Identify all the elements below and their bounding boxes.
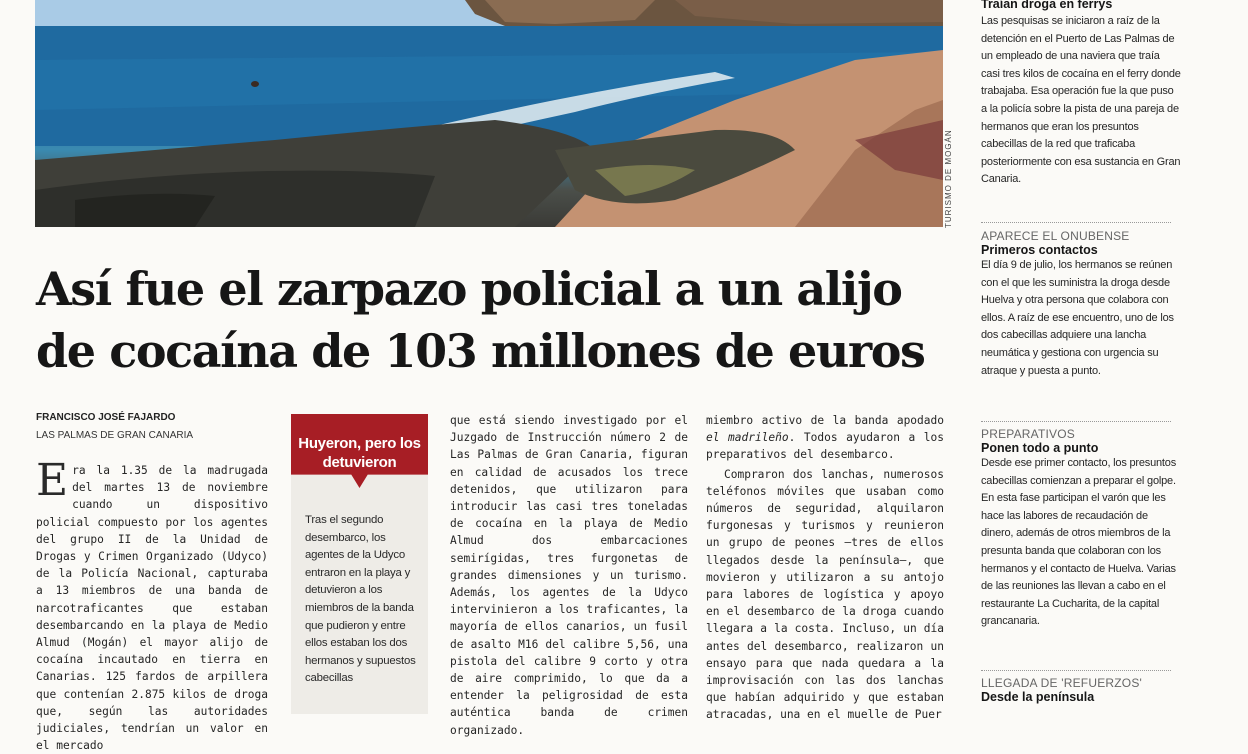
article-column-4 [706, 412, 944, 726]
byline-author: FRANCISCO JOSÉ FAJARDO [36, 412, 176, 423]
right-section-1-head: Traían droga en ferrys [981, 0, 1113, 11]
right-section-1-text: Las pesquisas se iniciaron a raíz de la detención en el Puerto de Las Palmas de un empleado de una naviera que traía casi tres kilos de cocaína en el ferry donde trabajaba. Esa operación fue la que puso a la policía sobre la pista de una pareja de hermanos que eran los presuntos cabecillas de la red que traficaba posteriormente con esa sustancia en Gran Canaria. [981, 15, 1181, 186]
headline-line-1: Así fue el zarpazo policial a un alijo [36, 262, 902, 316]
right-section-2-head: Primeros contactos [981, 243, 1098, 257]
right-section-2-text: El día 9 de julio, los hermanos se reúnen con el que les suministra la droga desde Huelva y otra persona que colabora con ellos. A raíz de ese encuentro, uno de los dos cabecillas adquiere una lancha neumática y gestiona con urgencia su atraque y puesta a punto. [981, 259, 1174, 377]
sidebar-box [291, 414, 428, 714]
byline-place: LAS PALMAS DE GRAN CANARIA [36, 430, 194, 441]
photo-credit: TURISMO DE MOGÁN [944, 129, 953, 228]
paragraph-text: . Todos ayudaron a los preparativos del desembarco. [706, 431, 944, 462]
sidebar-box-title: Huyeron, pero los detuvieron [298, 435, 421, 471]
right-section-4-head: Desde la península [981, 690, 1095, 704]
paragraph-text: miembro activo de la banda apodado [706, 414, 944, 427]
sidebar-box-text: Tras el segundo desembarco, los agentes de la Udyco entraron en la playa y detuvieron a los miembros de la banda que pudieron y entre ellos estaban los dos hermanos y supuestos cabecillas [305, 514, 416, 685]
right-section-4-kicker: LLEGADA DE 'REFUERZOS' [981, 676, 1143, 690]
dropcap: E [36, 455, 69, 506]
right-divider [981, 421, 1171, 422]
right-section-3 [981, 427, 1181, 631]
right-section-4 [981, 676, 1181, 704]
article-column-1 [36, 455, 268, 754]
nickname-text: el madrileño [706, 431, 789, 445]
article-column-3 [450, 412, 688, 739]
right-section-3-kicker: PREPARATIVOS [981, 427, 1075, 441]
article-column-4-paragraph-2: Compraron dos lanchas, numerosos teléfonos móviles que usaban como números de seguridad, alquilaron furgonesas y turismos y reunieron un grupo de peones –tres de ellos llegados desde la península–, que movieron y utilizaron a su antojo para labores de logística y apoyo en el desembarco de la droga cuando llegara a la costa. Incluso, un día antes del desembarco, realizaron un ensayo para que nada quedara a la improvisación con las dos lanchas que habían adquirido y que estaban atracadas, una en el muelle de Puer [706, 467, 944, 722]
right-divider [981, 670, 1171, 671]
right-section-2-kicker: APARECE EL ONUBENSE [981, 229, 1130, 243]
beach-illustration [35, 0, 943, 227]
headline-line-2: de cocaína de 103 millones de euros [36, 324, 925, 378]
headline [36, 258, 951, 382]
right-section-1 [981, 0, 1181, 189]
right-divider [981, 222, 1171, 223]
right-section-2 [981, 229, 1181, 380]
article-column-4-paragraph-1 [706, 412, 944, 464]
article-column-3-text: que está siendo investigado por el Juzgado de Instrucción número 2 de Las Palmas de Gran Canaria, figuran en calidad de acusados los trece detenidos, que utilizaron para introducir las casi tres toneladas de cocaína en la playa de Medio Almud dos embarcaciones semirígidas, tres furgonetas de grandes dimensiones y un turismo. Además, los agentes de la Udyco intervinieron a los traficantes, la mayoría de ellos canarios, un fusil de asalto M16 del calibre 5,56, una pistola del calibre 9 corto y otra de aire comprimido, lo que da a entender la peligrosidad de esta auténtica banda de crimen organizado. [450, 414, 688, 737]
right-section-3-head: Ponen todo a punto [981, 441, 1099, 455]
right-section-3-text: Desde ese primer contacto, los presuntos cabecillas comienzan a preparar el golpe. En esta fase participan el varón que les hace las labores de recaudación de dinero, además de otros miembros de la presunta banda que colaboran con los hermanos y el contacto de Huelva. Varias de las reuniones las llevan a cabo en el restaurante La Cucharita, de la capital grancanaria. [981, 457, 1176, 628]
article-column-1-text: ra la 1.35 de la madrugada del martes 13 de noviembre cuando un dispositivo policial compuesto por los agentes del grupo II de la Unidad de Drogas y Crimen Organizado (Udyco) de la Policía Nacional, capturaba a 13 miembros de una banda de narcotraficantes que estaban desembarcando en la playa de Medio Almud (Mogán) el mayor alijo de cocaína incautado en tierra en Canarias. 125 fardos de arpillera que contenían 2.875 kilos de droga que, según las autoridades judiciales, tendrían un valor en el mercado [36, 464, 268, 753]
beach-photo [35, 0, 943, 227]
